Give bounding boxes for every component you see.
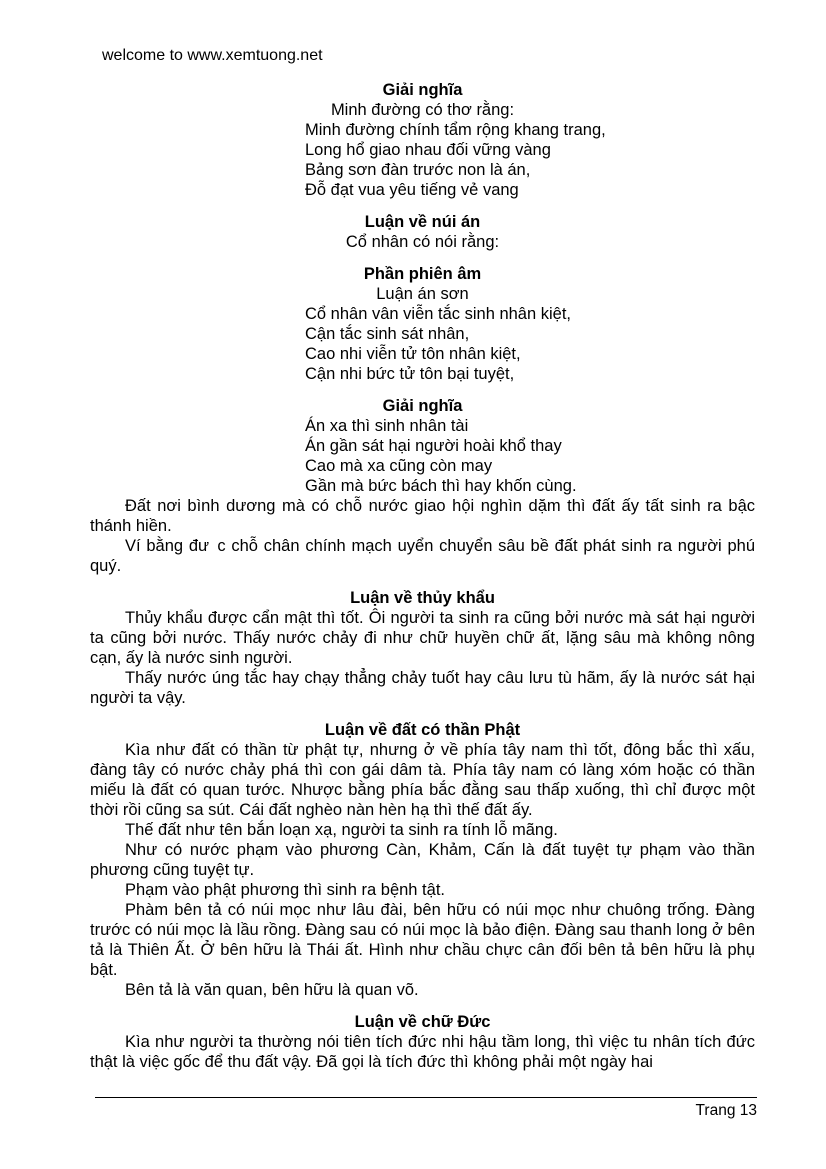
section-spacer [90, 252, 755, 264]
section-heading: Giải nghĩa [382, 81, 463, 99]
verse-line: Cao mà xa cũng còn may [305, 457, 493, 475]
paragraph: Như có nước phạm vào phương Càn, Khảm, Cấn là đất tuyệt tự phạm vào thần phương cũng tuyệt tự. [90, 841, 755, 879]
verse-line: Gần mà bức bách thì hay khốn cùng. [305, 477, 577, 495]
paragraph: Phàm bên tả có núi mọc như lâu đài, bên hữu có núi mọc như chuông trống. Đàng trước có núi mọc là lầu rồng. Đàng sau có núi mọc là bảo điện. Đàng sau thanh long ở bên tả là Thiên Ất. Ở bên hữu là Thái ất. Hình như chầu chực cân đối bên tả bên hữu là phụ bật. [90, 901, 755, 979]
paragraph: Kìa như đất có thần từ phật tự, nhưng ở về phía tây nam thì tốt, đông bắc thì xấu, đàng tây có nước chảy phá thì con gái dâm tà. Phía tây nam có làng xóm hoặc có thần miếu là đất có quan tước. Nhược bằng phía bắc đằng sau thấp xuống, thì chỉ được một thời rồi cũng sa sút. Cái đất nghèo nàn hèn hạ thì thế đất ấy. [90, 741, 755, 819]
section-heading: Phần phiên âm [363, 265, 482, 283]
paragraph: Phạm vào phật phương thì sinh ra bệnh tật. [125, 881, 445, 899]
section-spacer [90, 1000, 755, 1012]
page-number: Trang 13 [695, 1102, 757, 1119]
verse-line: Đỗ đạt vua yêu tiếng vẻ vang [305, 181, 519, 199]
footer-divider [95, 1097, 757, 1098]
verse-line: Cổ nhân vân viễn tắc sinh nhân kiệt, [305, 305, 572, 323]
verse-line: Cao nhi viễn tử tôn nhân kiệt, [305, 345, 521, 363]
section-heading: Luận về núi án [364, 213, 481, 231]
verse-line: Án gần sát hại người hoài khổ thay [305, 437, 562, 455]
section-heading: Luận về đất có thần Phật [324, 721, 521, 739]
page-header: welcome to www.xemtuong.net [102, 47, 323, 64]
paragraph: Thế đất như tên bắn loạn xạ, người ta sinh ra tính lỗ mãng. [125, 821, 558, 839]
section-spacer [90, 200, 755, 212]
paragraph: Đất nơi bình dương mà có chỗ nước giao hội nghìn dặm thì đất ấy tất sinh ra bậc thánh hiền. [90, 497, 755, 535]
section-heading: Luận về thủy khẩu [350, 589, 495, 607]
paragraph: Kìa như người ta thường nói tiên tích đức nhi hậu tầm long, thì việc tu nhân tích đức thật là việc gốc để thu đất vậy. Đã gọi là tích đức thì không phải một ngày hai [90, 1033, 755, 1071]
poem-subtitle-line: Minh đường có thơ rằng: [330, 101, 515, 119]
verse-line: Long hổ giao nhau đối vững vàng [305, 141, 551, 159]
verse-line: Bảng sơn đàn trước non là án, [305, 161, 531, 179]
poem-subtitle-line: Luận án sơn [376, 285, 469, 303]
paragraph: Ví bằng đư c chỗ chân chính mạch uyển chuyển sâu bề đất phát sinh ra người phú quý. [90, 537, 755, 575]
poem-subtitle-line: Cổ nhân có nói rằng: [345, 233, 500, 251]
verse-line: Án xa thì sinh nhân tài [305, 417, 469, 435]
section-heading: Giải nghĩa [382, 397, 463, 415]
paragraph: Thủy khẩu được cẩn mật thì tốt. Ôi người ta sinh ra cũng bởi nước mà sát hại người ta cũng bởi nước. Thấy nước chảy đi như chữ huyền chữ ất, lặng sâu mà không nông cạn, ấy là nước sinh người. [90, 609, 755, 667]
section-spacer [90, 576, 755, 588]
section-spacer [90, 384, 755, 396]
section-spacer [90, 708, 755, 720]
paragraph: Thấy nước úng tắc hay chạy thẳng chảy tuốt hay câu lưu tù hãm, ấy là nước sát hại người ta vậy. [90, 669, 755, 707]
document-content [90, 80, 755, 1072]
verse-line: Cận nhi bức tử tôn bại tuyệt, [305, 365, 515, 383]
paragraph: Bên tả là văn quan, bên hữu là quan võ. [125, 981, 419, 999]
verse-line: Cận tắc sinh sát nhân, [305, 325, 470, 343]
verse-line: Minh đường chính tẩm rộng khang trang, [305, 121, 606, 139]
section-heading: Luận về chữ Đức [354, 1013, 491, 1031]
